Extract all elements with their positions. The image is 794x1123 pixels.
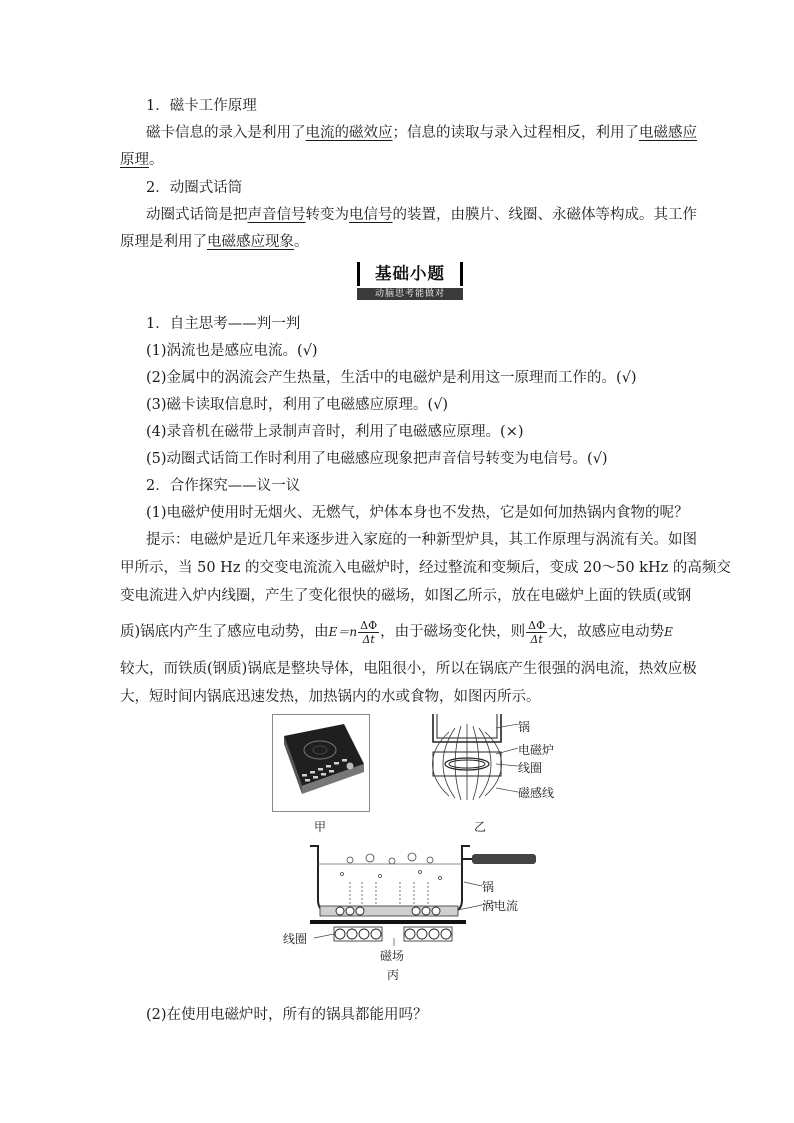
underlined-term: 电磁感应现象 [207,234,294,250]
paragraph-magnetic-card [146,124,697,142]
label-pot-bing: 锅 [482,880,495,894]
label-cooker: 电磁炉 [518,743,555,757]
underlined-term: 原理 [120,152,149,168]
banner-title: 基础小题 [357,262,463,286]
label-coil: 线圈 [518,761,543,775]
section-title-magnetic-card: 1．磁卡工作原理 [146,98,257,114]
text: 磁卡信息的录入是利用了 [146,125,306,141]
figure-label-bing: 丙 [387,968,400,982]
label-eddy-current: 涡电流 [482,899,519,913]
paragraph-microphone [146,206,697,224]
fraction-numerator: ΔΦ [528,618,546,632]
text: 动圈式话筒是把 [146,207,248,223]
q1-item: (1)涡流也是感应电流。(√) [146,343,318,359]
answer-line: 大，短时间内锅底迅速发热，加热锅内的水或食物，如图丙所示。 [120,689,541,705]
q1-item: (3)磁卡读取信息时，利用了电磁感应原理。(√) [146,397,449,413]
fraction-flux-rate [358,619,379,646]
induction-cooker-photo [272,714,370,812]
section-title-microphone: 2．动圈式话筒 [146,180,243,196]
text: 的装置，由膜片、线圈、永磁体等构成。其工作 [392,207,697,223]
figure-label-yi: 乙 [474,820,487,834]
answer-line: 变电流进入炉内线圈，产生了变化很快的磁场，如图乙所示，放在电磁炉上面的铁质(或钢 [120,588,692,604]
text: ，由于磁场变化快，则 [380,624,526,640]
text: 质)锅底内产生了感应电动势，由 [120,624,329,640]
text: 转变为 [305,207,349,223]
text: ；信息的读取与录入过程相反，利用了 [392,125,639,141]
underlined-term: 声音信号 [247,207,306,223]
section-banner [357,262,463,302]
label-pot: 锅 [518,720,531,734]
fraction-denominator: Δt [362,632,375,646]
text: 。 [149,152,164,168]
underlined-term: 电磁感应 [639,125,697,141]
underlined-term: 电流的磁效应 [305,125,393,141]
q2-question-1: (1)电磁炉使用时无烟火、无燃气，炉体本身也不发热，它是如何加热锅内食物的呢？ [146,505,689,521]
paragraph-microphone-cont [120,233,309,251]
q2-title: 2．合作探究——议一议 [146,478,301,494]
fraction-denominator: Δt [530,632,543,646]
symbol-emf: E [664,625,673,639]
paragraph-magnetic-card-cont [120,151,164,169]
q2-question-2: (2)在使用电磁炉时，所有的锅具都能用吗？ [146,1007,428,1023]
eddy-current-diagram [300,842,544,948]
q1-title: 1．自主思考——判一判 [146,316,301,332]
text: 原理是利用了 [120,234,207,250]
q1-item: (4)录音机在磁带上录制声音时，利用了电磁感应原理。(×) [146,424,524,440]
label-coil-bing: 线圈 [283,932,308,946]
answer-line: 提示：电磁炉是近几年来逐步进入家庭的一种新型炉具，其工作原理与涡流有关。如图 [146,532,697,548]
text: 。 [294,234,309,250]
q1-item: (5)动圈式话筒工作时利用了电磁感应现象把声音信号转变为电信号。(√) [146,451,608,467]
banner-subtitle: 动脑思考能做对 [357,288,463,300]
q1-item: (2)金属中的涡流会产生热量，生活中的电磁炉是利用这一原理而工作的。(√) [146,370,637,386]
underlined-term: 电信号 [349,207,393,223]
text: 大，故感应电动势 [548,624,665,640]
label-field-bing: 磁场 [380,949,405,963]
fraction-flux-rate [526,619,547,646]
answer-line: 较大，而铁质(钢质)锅底是整块导体，电阻很小，所以在锅底产生很强的涡电流，热效应极 [120,661,697,677]
formula-emf: E＝n [328,625,358,639]
answer-line: 甲所示，当 50 Hz 的交变电流流入电磁炉时，经过整流和变频后，变成 20～50 kHz 的高频交 [120,560,731,576]
figure-label-jia: 甲 [314,820,327,834]
label-field-lines: 磁感线 [518,786,555,800]
fraction-numerator: ΔΦ [360,618,378,632]
answer-line-formula [120,618,673,646]
